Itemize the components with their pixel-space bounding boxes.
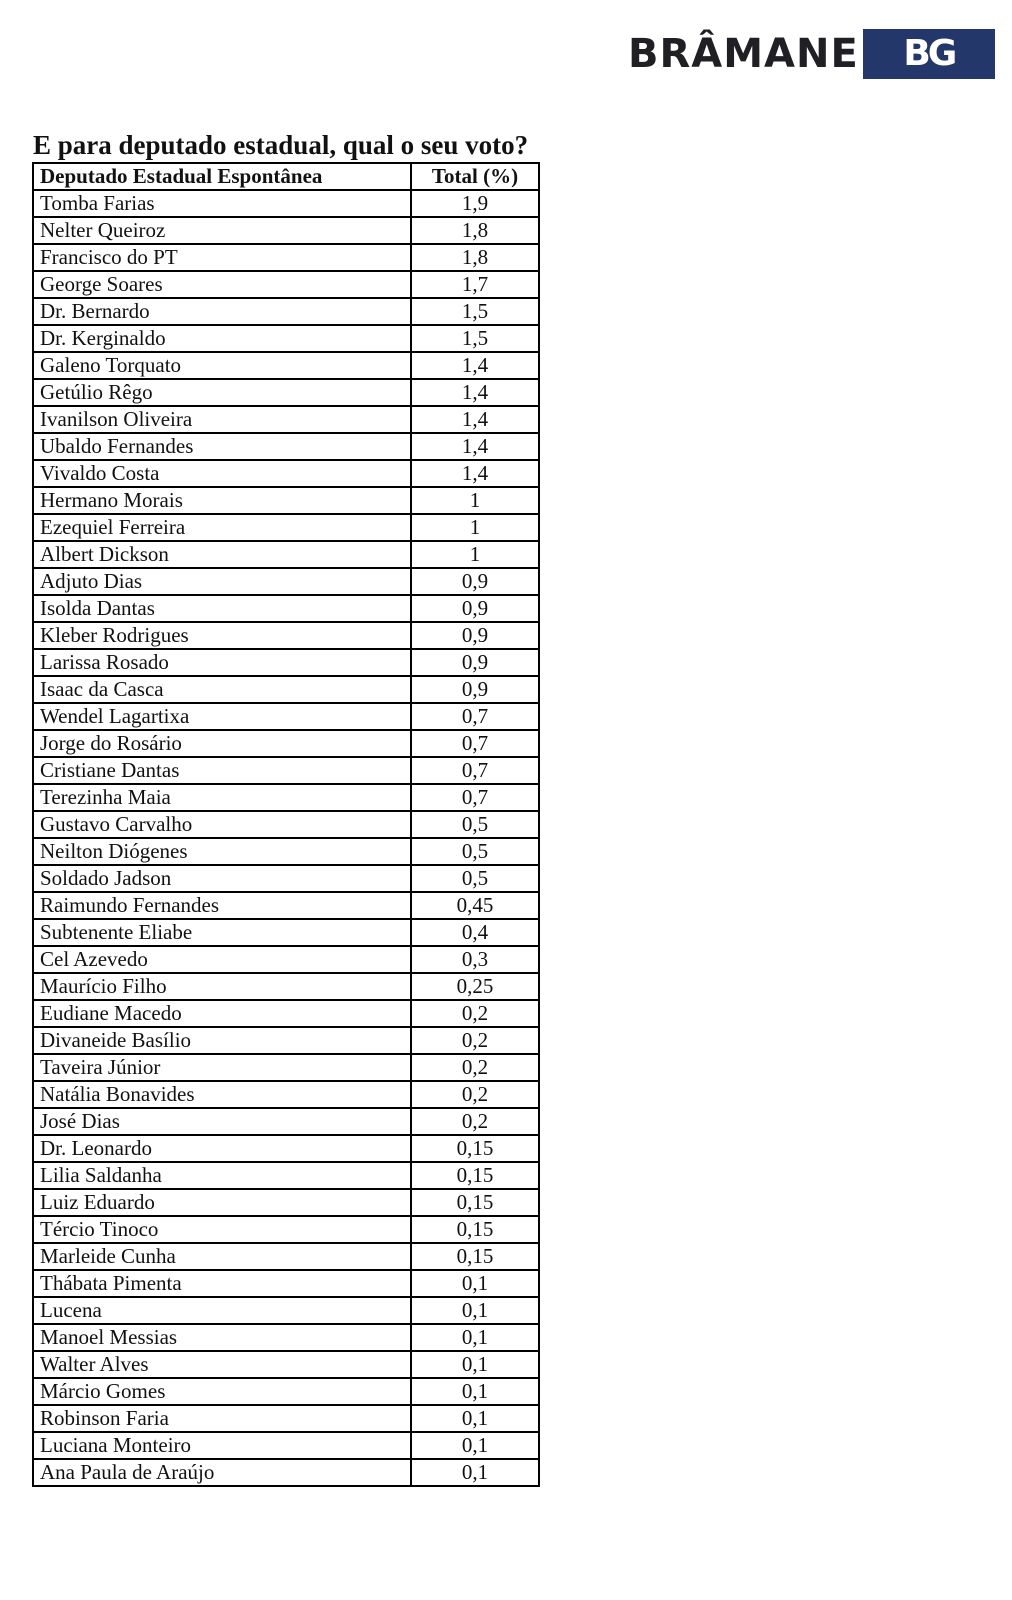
candidate-name-cell: Larissa Rosado xyxy=(33,649,411,676)
candidate-total-cell: 0,1 xyxy=(411,1459,539,1486)
candidate-name-cell: Thábata Pimenta xyxy=(33,1270,411,1297)
candidate-total-cell: 0,1 xyxy=(411,1270,539,1297)
column-header-total: Total (%) xyxy=(411,163,539,190)
table-row xyxy=(33,838,539,865)
table-row xyxy=(33,1405,539,1432)
table-row xyxy=(33,1459,539,1486)
candidate-total-cell: 1,4 xyxy=(411,379,539,406)
candidate-name-cell: Eudiane Macedo xyxy=(33,1000,411,1027)
table-row xyxy=(33,460,539,487)
candidate-name-cell: Luiz Eduardo xyxy=(33,1189,411,1216)
table-row xyxy=(33,1270,539,1297)
candidate-total-cell: 0,7 xyxy=(411,703,539,730)
candidate-total-cell: 0,15 xyxy=(411,1216,539,1243)
candidate-name-cell: Kleber Rodrigues xyxy=(33,622,411,649)
candidate-name-cell: Isaac da Casca xyxy=(33,676,411,703)
table-row xyxy=(33,649,539,676)
table-row xyxy=(33,568,539,595)
candidate-name-cell: Cristiane Dantas xyxy=(33,757,411,784)
table-row xyxy=(33,1162,539,1189)
table-row xyxy=(33,1432,539,1459)
candidate-name-cell: Galeno Torquato xyxy=(33,352,411,379)
candidate-name-cell: Soldado Jadson xyxy=(33,865,411,892)
candidate-name-cell: Ana Paula de Araújo xyxy=(33,1459,411,1486)
candidate-name-cell: Cel Azevedo xyxy=(33,946,411,973)
candidate-total-cell: 0,1 xyxy=(411,1405,539,1432)
candidate-name-cell: Divaneide Basílio xyxy=(33,1027,411,1054)
candidate-total-cell: 0,5 xyxy=(411,838,539,865)
candidate-name-cell: Adjuto Dias xyxy=(33,568,411,595)
table-row xyxy=(33,865,539,892)
candidate-total-cell: 0,25 xyxy=(411,973,539,1000)
table-row xyxy=(33,784,539,811)
table-row xyxy=(33,622,539,649)
candidate-total-cell: 1 xyxy=(411,487,539,514)
candidate-name-cell: Natália Bonavides xyxy=(33,1081,411,1108)
candidate-total-cell: 0,15 xyxy=(411,1135,539,1162)
table-row xyxy=(33,298,539,325)
table-row xyxy=(33,757,539,784)
table-body xyxy=(33,190,539,1486)
candidate-total-cell: 0,15 xyxy=(411,1189,539,1216)
page-title: E para deputado estadual, qual o seu voto? xyxy=(33,130,529,160)
candidate-total-cell: 0,2 xyxy=(411,1054,539,1081)
candidate-total-cell: 0,1 xyxy=(411,1432,539,1459)
table-row xyxy=(33,352,539,379)
candidate-name-cell: Ubaldo Fernandes xyxy=(33,433,411,460)
candidate-name-cell: Subtenente Eliabe xyxy=(33,919,411,946)
candidate-name-cell: Isolda Dantas xyxy=(33,595,411,622)
candidate-total-cell: 0,45 xyxy=(411,892,539,919)
table-row xyxy=(33,595,539,622)
candidate-total-cell: 0,15 xyxy=(411,1243,539,1270)
table-row xyxy=(33,1000,539,1027)
candidate-name-cell: Gustavo Carvalho xyxy=(33,811,411,838)
candidate-total-cell: 0,9 xyxy=(411,568,539,595)
table-row xyxy=(33,487,539,514)
candidate-name-cell: Tomba Farias xyxy=(33,190,411,217)
candidate-name-cell: Dr. Bernardo xyxy=(33,298,411,325)
candidate-total-cell: 0,9 xyxy=(411,622,539,649)
table-row xyxy=(33,1108,539,1135)
table-row xyxy=(33,811,539,838)
table-row xyxy=(33,406,539,433)
table-header-row xyxy=(33,163,539,190)
candidate-name-cell: Nelter Queiroz xyxy=(33,217,411,244)
table-row xyxy=(33,1324,539,1351)
candidate-name-cell: Walter Alves xyxy=(33,1351,411,1378)
candidate-name-cell: Robinson Faria xyxy=(33,1405,411,1432)
candidate-name-cell: Terezinha Maia xyxy=(33,784,411,811)
candidate-total-cell: 0,15 xyxy=(411,1162,539,1189)
candidate-name-cell: Francisco do PT xyxy=(33,244,411,271)
candidate-total-cell: 0,2 xyxy=(411,1081,539,1108)
table-row xyxy=(33,1027,539,1054)
candidate-total-cell: 1,4 xyxy=(411,352,539,379)
candidate-name-cell: Getúlio Rêgo xyxy=(33,379,411,406)
candidate-name-cell: George Soares xyxy=(33,271,411,298)
table-row xyxy=(33,1135,539,1162)
table-row xyxy=(33,730,539,757)
candidate-total-cell: 0,9 xyxy=(411,649,539,676)
candidate-total-cell: 1 xyxy=(411,541,539,568)
table-row xyxy=(33,1216,539,1243)
candidate-name-cell: Ezequiel Ferreira xyxy=(33,514,411,541)
table-row xyxy=(33,271,539,298)
candidate-name-cell: Taveira Júnior xyxy=(33,1054,411,1081)
table-row xyxy=(33,541,539,568)
candidate-total-cell: 0,5 xyxy=(411,811,539,838)
table-row xyxy=(33,1243,539,1270)
candidate-total-cell: 0,1 xyxy=(411,1378,539,1405)
column-header-name: Deputado Estadual Espontânea xyxy=(33,163,411,190)
table-row xyxy=(33,676,539,703)
table-row xyxy=(33,919,539,946)
table-row xyxy=(33,190,539,217)
candidate-total-cell: 0,2 xyxy=(411,1027,539,1054)
table-row xyxy=(33,946,539,973)
table-row xyxy=(33,973,539,1000)
candidate-name-cell: Lucena xyxy=(33,1297,411,1324)
table-row xyxy=(33,514,539,541)
candidate-name-cell: Neilton Diógenes xyxy=(33,838,411,865)
table-row xyxy=(33,217,539,244)
table-row xyxy=(33,433,539,460)
table-row xyxy=(33,1297,539,1324)
candidate-name-cell: Hermano Morais xyxy=(33,487,411,514)
candidate-total-cell: 1,8 xyxy=(411,244,539,271)
candidate-total-cell: 1,7 xyxy=(411,271,539,298)
candidate-total-cell: 0,2 xyxy=(411,1000,539,1027)
candidate-total-cell: 1,5 xyxy=(411,325,539,352)
candidate-name-cell: Vivaldo Costa xyxy=(33,460,411,487)
brand-logo-wordmark: BRÂMANE xyxy=(628,31,859,77)
brand-logo xyxy=(628,29,995,79)
candidate-total-cell: 0,7 xyxy=(411,757,539,784)
candidate-total-cell: 0,5 xyxy=(411,865,539,892)
candidate-total-cell: 0,9 xyxy=(411,676,539,703)
results-table xyxy=(32,162,540,1487)
table-row xyxy=(33,1081,539,1108)
candidate-total-cell: 1,4 xyxy=(411,406,539,433)
candidate-total-cell: 0,1 xyxy=(411,1351,539,1378)
candidate-name-cell: Jorge do Rosário xyxy=(33,730,411,757)
table-row xyxy=(33,325,539,352)
candidate-name-cell: Dr. Leonardo xyxy=(33,1135,411,1162)
candidate-total-cell: 0,7 xyxy=(411,730,539,757)
candidate-total-cell: 1,4 xyxy=(411,433,539,460)
table-row xyxy=(33,244,539,271)
candidate-total-cell: 0,7 xyxy=(411,784,539,811)
candidate-name-cell: José Dias xyxy=(33,1108,411,1135)
candidate-name-cell: Dr. Kerginaldo xyxy=(33,325,411,352)
brand-logo-badge: BG xyxy=(863,29,995,79)
candidate-name-cell: Wendel Lagartixa xyxy=(33,703,411,730)
table-row xyxy=(33,1378,539,1405)
candidate-name-cell: Marleide Cunha xyxy=(33,1243,411,1270)
candidate-name-cell: Ivanilson Oliveira xyxy=(33,406,411,433)
candidate-total-cell: 0,1 xyxy=(411,1324,539,1351)
candidate-name-cell: Luciana Monteiro xyxy=(33,1432,411,1459)
table-row xyxy=(33,703,539,730)
candidate-total-cell: 0,4 xyxy=(411,919,539,946)
candidate-name-cell: Lilia Saldanha xyxy=(33,1162,411,1189)
candidate-name-cell: Manoel Messias xyxy=(33,1324,411,1351)
candidate-total-cell: 0,1 xyxy=(411,1297,539,1324)
table-row xyxy=(33,892,539,919)
candidate-name-cell: Tércio Tinoco xyxy=(33,1216,411,1243)
table-row xyxy=(33,1189,539,1216)
candidate-name-cell: Márcio Gomes xyxy=(33,1378,411,1405)
candidate-total-cell: 0,9 xyxy=(411,595,539,622)
candidate-total-cell: 1,8 xyxy=(411,217,539,244)
candidate-name-cell: Albert Dickson xyxy=(33,541,411,568)
candidate-total-cell: 1,9 xyxy=(411,190,539,217)
candidate-total-cell: 1 xyxy=(411,514,539,541)
table-row xyxy=(33,1351,539,1378)
candidate-total-cell: 1,5 xyxy=(411,298,539,325)
candidate-total-cell: 0,2 xyxy=(411,1108,539,1135)
candidate-name-cell: Raimundo Fernandes xyxy=(33,892,411,919)
candidate-total-cell: 1,4 xyxy=(411,460,539,487)
candidate-total-cell: 0,3 xyxy=(411,946,539,973)
candidate-name-cell: Maurício Filho xyxy=(33,973,411,1000)
table-row xyxy=(33,379,539,406)
table-row xyxy=(33,1054,539,1081)
